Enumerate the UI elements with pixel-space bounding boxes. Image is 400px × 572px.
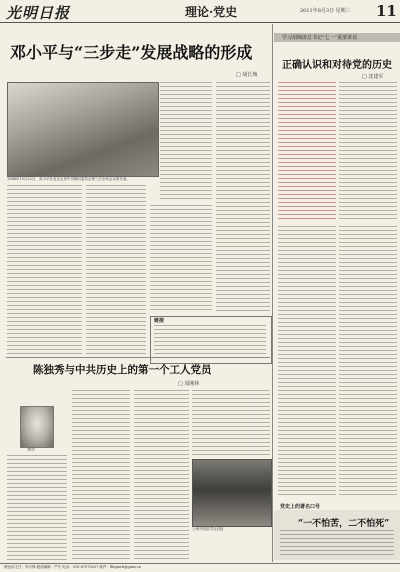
- page-header: [0, 0, 400, 23]
- sidebar-title: 正确认识和对待党的历史: [282, 60, 392, 71]
- main-article-author: □ 胡长城: [236, 72, 258, 78]
- second-article-body-column: [72, 390, 130, 560]
- main-article-title: 邓小平与“三步走”发展战略的形成: [10, 43, 253, 62]
- main-article-body-column: [150, 205, 212, 313]
- second-article-author: □ 周刚林: [178, 381, 200, 387]
- page-number: 11: [376, 2, 397, 20]
- second-article-body-column: [192, 390, 270, 456]
- main-article-photo: [7, 82, 159, 177]
- slogan-title: “一不怕苦，二不怕死”: [298, 519, 390, 529]
- sidebar-banner-text: 学习胡锦涛总书记“七一”重要讲话: [282, 35, 358, 41]
- building-photo-caption: 上海外国语学社旧址: [192, 527, 224, 531]
- slogan-text: [280, 530, 394, 558]
- sidebar-lead-text: [278, 82, 336, 222]
- sidebar-body-column: [278, 226, 336, 496]
- sidebar-body-column: [339, 82, 397, 222]
- portrait-caption: 李中: [27, 447, 35, 452]
- main-article-body-column: [86, 185, 146, 355]
- building-photo: [192, 459, 272, 527]
- main-article-body-column: [216, 82, 270, 314]
- section-title: 理论·党史: [185, 5, 238, 19]
- footer-text: 理论部主任：李宗锋 版面编辑：严冬 电话：010-67078257 邮件：llbgmrb@gmw.cn: [4, 565, 141, 569]
- second-article-title: 陈独秀与中共历史上的第一个工人党员: [33, 364, 212, 376]
- link-note-label: 链接: [154, 318, 165, 324]
- sidebar-banner: [274, 33, 400, 42]
- portrait-photo: [20, 406, 54, 448]
- main-article-body-column: [160, 82, 212, 202]
- newspaper-masthead: 光明日报: [6, 4, 71, 22]
- sidebar-body-column: [339, 226, 397, 496]
- column-divider: [272, 24, 273, 562]
- section-divider: [6, 357, 270, 358]
- second-article-body-column: [134, 390, 189, 560]
- slogan-column-header: 党史上的著名口号: [280, 504, 321, 510]
- second-article-body-column: [7, 455, 67, 560]
- issue-date: 2011年8月3日 星期三: [300, 8, 351, 14]
- link-note-text: [154, 325, 266, 359]
- sidebar-author: □ 沈建军: [362, 74, 384, 80]
- main-article-body-column: [7, 185, 82, 355]
- main-photo-caption: 1984年10月22日，邓小平在北京会见中央顾问委员会第三次全体会议的代表。: [7, 177, 130, 181]
